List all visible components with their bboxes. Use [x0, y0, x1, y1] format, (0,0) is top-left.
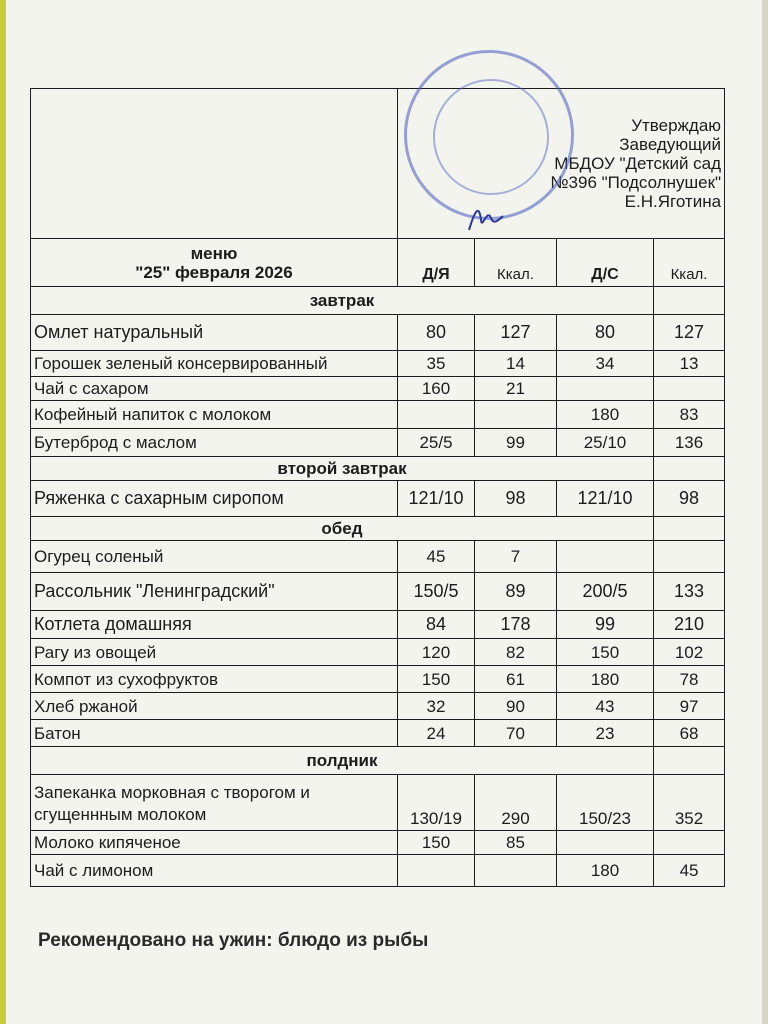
- menu-table: [30, 88, 725, 887]
- value-kcal2: 45: [654, 855, 725, 887]
- table-row: [31, 351, 725, 377]
- value-dya: 24: [398, 720, 475, 747]
- column-header-row: [31, 239, 725, 287]
- table-row: [31, 573, 725, 611]
- table-row: [31, 831, 725, 855]
- empty-title-area: [31, 89, 398, 239]
- section-empty-cell: [654, 457, 725, 481]
- value-ds: 200/5: [557, 573, 654, 611]
- value-kcal2: 136: [654, 429, 725, 457]
- value-kcal1: 21: [475, 377, 557, 401]
- section-row-lunch: [31, 517, 725, 541]
- value-ds: 34: [557, 351, 654, 377]
- value-kcal1: 98: [475, 481, 557, 517]
- section-title-second-breakfast: второй завтрак: [31, 457, 654, 481]
- table-row: [31, 541, 725, 573]
- section-title-snack: полдник: [31, 747, 654, 775]
- value-ds: 180: [557, 401, 654, 429]
- approval-line-2: Заведующий: [619, 135, 722, 154]
- dish-name: Чай с лимоном: [31, 855, 398, 887]
- value-kcal1: 90: [475, 693, 557, 720]
- dinner-recommendation: Рекомендовано на ужин: блюдо из рыбы: [38, 930, 429, 951]
- value-kcal1: [475, 855, 557, 887]
- dish-name: Ряженка с сахарным сиропом: [31, 481, 398, 517]
- dish-name: Хлеб ржаной: [31, 693, 398, 720]
- value-kcal1: 99: [475, 429, 557, 457]
- value-dya: 35: [398, 351, 475, 377]
- dish-name: Кофейный напиток с молоком: [31, 401, 398, 429]
- value-dya: 150: [398, 666, 475, 693]
- header-approval-row: [31, 89, 725, 239]
- value-ds: [557, 831, 654, 855]
- value-kcal2: 210: [654, 611, 725, 639]
- table-row: [31, 429, 725, 457]
- value-kcal1: 290: [475, 775, 557, 831]
- approval-line-1: Утверждаю: [631, 116, 722, 135]
- value-kcal1: 85: [475, 831, 557, 855]
- dish-name: Рассольник "Ленинградский": [31, 573, 398, 611]
- value-kcal2: 97: [654, 693, 725, 720]
- value-kcal1: 14: [475, 351, 557, 377]
- value-kcal1: [475, 401, 557, 429]
- value-dya: 150/5: [398, 573, 475, 611]
- dish-name-line-2: сгущеннным молоком: [34, 804, 207, 824]
- table-row: [31, 315, 725, 351]
- value-ds: [557, 377, 654, 401]
- section-title-breakfast: завтрак: [31, 287, 654, 315]
- dish-name: Омлет натуральный: [31, 315, 398, 351]
- value-dya: 84: [398, 611, 475, 639]
- value-kcal2: 98: [654, 481, 725, 517]
- dish-name: [31, 775, 398, 831]
- value-dya: 150: [398, 831, 475, 855]
- col-header-ds: Д/С: [557, 239, 654, 287]
- section-row-breakfast: [31, 287, 725, 315]
- table-row: [31, 377, 725, 401]
- value-kcal2: 68: [654, 720, 725, 747]
- value-kcal2: [654, 377, 725, 401]
- table-row: [31, 481, 725, 517]
- value-ds: 43: [557, 693, 654, 720]
- approval-line-5: Е.Н.Яготина: [624, 192, 722, 211]
- value-kcal2: [654, 831, 725, 855]
- value-ds: 80: [557, 315, 654, 351]
- col-header-kcal2: Ккал.: [654, 239, 725, 287]
- value-dya: 25/5: [398, 429, 475, 457]
- approval-line-4: №396 "Подсолнушек": [550, 173, 722, 192]
- dish-name: Батон: [31, 720, 398, 747]
- value-dya: [398, 401, 475, 429]
- value-kcal2: 352: [654, 775, 725, 831]
- table-row: [31, 720, 725, 747]
- section-row-snack: [31, 747, 725, 775]
- value-dya: 32: [398, 693, 475, 720]
- section-empty-cell: [654, 287, 725, 315]
- table-row: [31, 401, 725, 429]
- col-header-kcal1: Ккал.: [475, 239, 557, 287]
- value-kcal2: 133: [654, 573, 725, 611]
- value-dya: 130/19: [398, 775, 475, 831]
- approval-line-3: МБДОУ "Детский сад: [554, 154, 722, 173]
- dish-name: Котлета домашняя: [31, 611, 398, 639]
- value-ds: 180: [557, 855, 654, 887]
- col-header-dya: Д/Я: [398, 239, 475, 287]
- value-ds: [557, 541, 654, 573]
- value-kcal2: [654, 541, 725, 573]
- dish-name: Бутерброд с маслом: [31, 429, 398, 457]
- value-ds: 150: [557, 639, 654, 666]
- value-kcal1: 7: [475, 541, 557, 573]
- menu-title-date: "25" февраля 2026: [135, 262, 293, 282]
- table-row: [31, 855, 725, 887]
- value-kcal1: 61: [475, 666, 557, 693]
- value-kcal2: 13: [654, 351, 725, 377]
- value-dya: 120: [398, 639, 475, 666]
- dish-name: Рагу из овощей: [31, 639, 398, 666]
- dish-name: Молоко кипяченое: [31, 831, 398, 855]
- value-dya: [398, 855, 475, 887]
- value-ds: 25/10: [557, 429, 654, 457]
- section-empty-cell: [654, 747, 725, 775]
- table-row: [31, 666, 725, 693]
- value-dya: 45: [398, 541, 475, 573]
- dish-name: Огурец соленый: [31, 541, 398, 573]
- value-kcal1: 178: [475, 611, 557, 639]
- value-dya: 80: [398, 315, 475, 351]
- value-ds: 150/23: [557, 775, 654, 831]
- value-kcal1: 82: [475, 639, 557, 666]
- value-kcal1: 127: [475, 315, 557, 351]
- value-ds: 99: [557, 611, 654, 639]
- section-row-second-breakfast: [31, 457, 725, 481]
- value-kcal1: 70: [475, 720, 557, 747]
- value-ds: 180: [557, 666, 654, 693]
- dish-name: Компот из сухофруктов: [31, 666, 398, 693]
- section-title-lunch: обед: [31, 517, 654, 541]
- value-dya: 121/10: [398, 481, 475, 517]
- menu-title-line-1: меню: [190, 243, 238, 263]
- value-kcal2: 127: [654, 315, 725, 351]
- value-kcal1: 89: [475, 573, 557, 611]
- value-dya: 160: [398, 377, 475, 401]
- approval-block: [398, 89, 725, 239]
- dish-name: Чай с сахаром: [31, 377, 398, 401]
- section-empty-cell: [654, 517, 725, 541]
- dish-name-line-1: Запеканка морковная с творогом и: [34, 782, 310, 802]
- table-row: [31, 693, 725, 720]
- table-row: [31, 639, 725, 666]
- value-kcal2: 102: [654, 639, 725, 666]
- value-ds: 23: [557, 720, 654, 747]
- menu-title: [31, 239, 398, 287]
- value-ds: 121/10: [557, 481, 654, 517]
- value-kcal2: 83: [654, 401, 725, 429]
- table-row: [31, 611, 725, 639]
- value-kcal2: 78: [654, 666, 725, 693]
- dish-name: Горошек зеленый консервированный: [31, 351, 398, 377]
- table-row: [31, 775, 725, 831]
